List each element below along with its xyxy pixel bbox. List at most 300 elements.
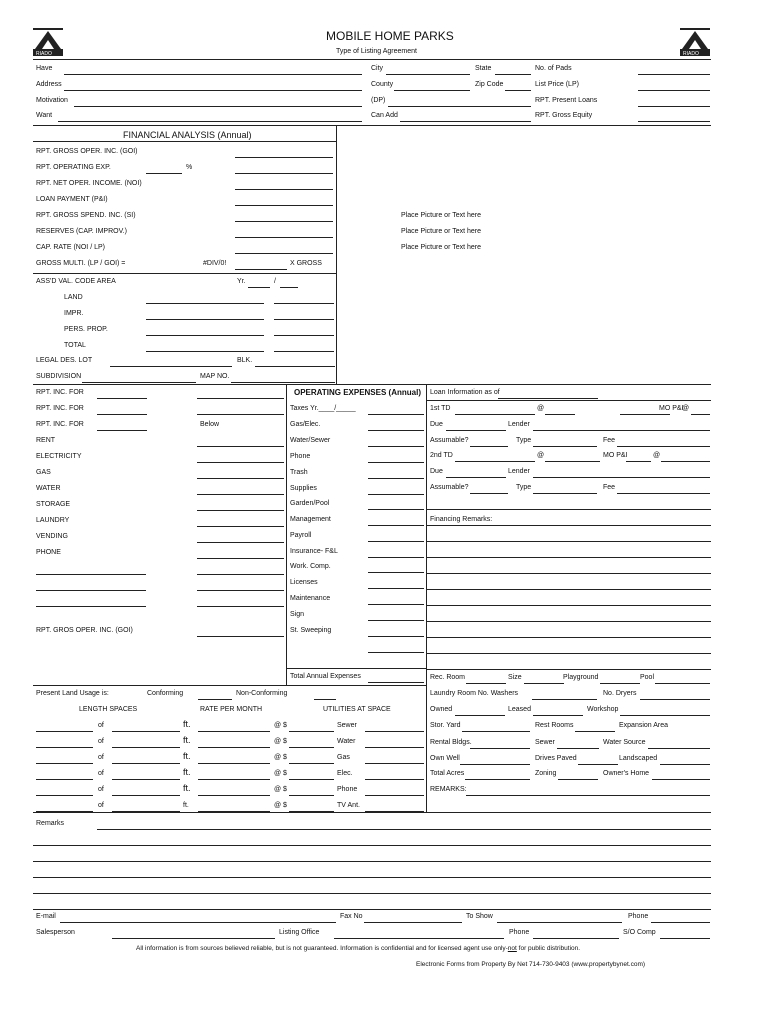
listing-office-label: Listing Office: [279, 929, 320, 936]
rental-bldgs-label: Rental Bldgs.: [430, 739, 472, 746]
util-phone-field[interactable]: [365, 795, 424, 796]
space-count-1[interactable]: [36, 731, 93, 732]
blk-field[interactable]: [255, 366, 335, 367]
first-type-field[interactable]: [533, 446, 597, 447]
space-rate-5[interactable]: [198, 795, 270, 796]
income-blank-label-3[interactable]: [36, 606, 146, 607]
income-electricity: ELECTRICITY: [36, 453, 82, 460]
financial-analysis-title: FINANCIAL ANALYSIS (Annual): [123, 130, 252, 140]
at-dollar-label: @ $: [274, 802, 287, 809]
space-rate-2[interactable]: [198, 747, 270, 748]
income-phone-field[interactable]: [197, 558, 284, 559]
stor-yard-field[interactable]: [462, 731, 530, 732]
financing-remarks-line-8[interactable]: [426, 637, 711, 638]
loan-info-title: Loan Information as of: [430, 389, 500, 396]
drives-paved-label: Drives Paved: [535, 755, 577, 762]
financing-remarks-line-3[interactable]: [426, 557, 711, 558]
income-goi-field[interactable]: [197, 636, 284, 637]
opex-phone: Phone: [290, 453, 311, 460]
owners-home-label: Owner's Home: [603, 770, 650, 777]
financing-remarks-line-9[interactable]: [426, 653, 711, 654]
div-error-value: #DIV/0!: [203, 260, 227, 267]
total-field-2[interactable]: [274, 351, 334, 352]
second-td-payment[interactable]: [661, 461, 710, 462]
second-assumable-field[interactable]: [470, 493, 508, 494]
opex-taxes: Taxes Yr.____/_____: [290, 405, 356, 412]
landscaped-label: Landscaped: [619, 755, 658, 762]
fin-gross-multi-field[interactable]: [235, 269, 287, 270]
fin-row-cap: CAP. RATE (NOI / LP): [36, 244, 105, 251]
credit-line: Electronic Forms from Property By Net 714-730-9403 (www.propertybynet.com): [416, 961, 646, 968]
salesperson-field[interactable]: [112, 938, 275, 939]
county-field[interactable]: [394, 90, 470, 91]
disclaimer-not: not: [507, 945, 517, 952]
remarks-line-6[interactable]: [33, 909, 711, 910]
zip-field[interactable]: [505, 90, 531, 91]
financing-remarks-line-4[interactable]: [426, 573, 711, 574]
pads-field[interactable]: [638, 74, 710, 75]
space-cost-4[interactable]: [289, 779, 334, 780]
total-field-1[interactable]: [146, 351, 264, 352]
financing-remarks-label: Financing Remarks:: [430, 516, 493, 523]
can-add-field[interactable]: [400, 121, 531, 122]
space-count-2[interactable]: [36, 747, 93, 748]
subdivision-label: SUBDIVISION: [36, 373, 82, 380]
first-td-at: @: [537, 405, 545, 412]
second-lender-field[interactable]: [533, 477, 710, 478]
land-field-2[interactable]: [274, 303, 334, 304]
ft-label: ft.: [183, 767, 191, 777]
financing-remarks-line-7[interactable]: [426, 621, 711, 622]
opex-garden-pool-field[interactable]: [368, 509, 424, 510]
opex-trash-field[interactable]: [368, 478, 424, 479]
pers-prop-label: PERS. PROP.: [64, 326, 108, 333]
impr-label: IMPR.: [64, 310, 84, 317]
space-length-4[interactable]: [112, 779, 180, 780]
conforming-label: Conforming: [147, 690, 184, 697]
want-field[interactable]: [58, 121, 362, 122]
second-fee-label: Fee: [603, 484, 616, 491]
nonconforming-field[interactable]: [314, 699, 336, 700]
map-no-field[interactable]: [231, 382, 335, 383]
size-field[interactable]: [524, 683, 564, 684]
dryers-label: No. Dryers: [603, 690, 637, 697]
can-add-label: Can Add: [371, 112, 398, 119]
income-blank-label-2[interactable]: [36, 590, 146, 591]
total-acres-label: Total Acres: [430, 770, 465, 777]
pool-label: Pool: [640, 674, 655, 681]
fin-row-gross-multi: GROSS MULTI. (LP / GOI) =: [36, 260, 126, 267]
water-source-label: Water Source: [603, 739, 646, 746]
phone-2-label: Phone: [509, 929, 530, 936]
remarks-line-3[interactable]: [33, 861, 711, 862]
income-goi: RPT. GROS OPER. INC. (GOI): [36, 627, 133, 634]
income-water-field[interactable]: [197, 494, 284, 495]
space-length-1[interactable]: [112, 731, 180, 732]
financing-remarks-line-2[interactable]: [426, 541, 711, 542]
income-blank-field-3[interactable]: [197, 606, 284, 607]
zoning-field[interactable]: [558, 779, 598, 780]
listing-type-label: Type of Listing Agreement: [336, 48, 417, 55]
first-td-mopi-field[interactable]: [691, 414, 710, 415]
yr-field[interactable]: [248, 287, 270, 288]
water-source-field[interactable]: [648, 748, 710, 749]
space-count-3[interactable]: [36, 763, 93, 764]
listing-office-field[interactable]: [334, 938, 504, 939]
ft-label: ft.: [183, 735, 191, 745]
at-dollar-label: @ $: [274, 786, 287, 793]
list-price-field[interactable]: [638, 90, 710, 91]
income-gas-field[interactable]: [197, 478, 284, 479]
of-label: of: [98, 770, 104, 777]
opex-payroll: Payroll: [290, 532, 312, 539]
opex-phone-field[interactable]: [368, 462, 424, 463]
opex-trash: Trash: [290, 469, 308, 476]
income-phone: PHONE: [36, 549, 61, 556]
first-due-label: Due: [430, 421, 443, 428]
dryers-field[interactable]: [640, 699, 710, 700]
income-vending: VENDING: [36, 533, 68, 540]
dp-label: (DP): [371, 97, 386, 104]
below-label: Below: [200, 421, 220, 428]
ft-label: ft.: [183, 802, 189, 809]
ft-label: ft.: [183, 751, 191, 761]
second-due-field[interactable]: [446, 477, 506, 478]
second-td-at: @: [537, 452, 545, 459]
rpt-inc-for-1: RPT. INC. FOR: [36, 389, 84, 396]
yr-label: Yr.: [237, 278, 246, 285]
second-td-mopi-at: @: [653, 452, 661, 459]
opex-payroll-field[interactable]: [368, 541, 424, 542]
space-cost-1[interactable]: [289, 731, 334, 732]
workshop-label: Workshop: [587, 706, 619, 713]
xgross-label: X GROSS: [290, 260, 322, 267]
income-laundry: LAUNDRY: [36, 517, 70, 524]
first-td-term[interactable]: [620, 414, 670, 415]
space-length-2[interactable]: [112, 747, 180, 748]
so-comp-label: S/O Comp: [623, 929, 656, 936]
loan-info-date[interactable]: [498, 398, 598, 399]
percent-label: %: [186, 164, 193, 171]
income-blank-field-1[interactable]: [197, 574, 284, 575]
first-lender-field[interactable]: [533, 430, 710, 431]
first-assumable-field[interactable]: [470, 446, 508, 447]
blk-label: BLK.: [237, 357, 253, 364]
fin-si-field[interactable]: [235, 221, 333, 222]
pers-prop-field-2[interactable]: [274, 335, 334, 336]
opex-management: Management: [290, 516, 331, 523]
amen-remarks-field[interactable]: [466, 795, 710, 796]
zip-label: Zip Code: [475, 81, 504, 88]
address-field[interactable]: [64, 90, 362, 91]
financing-remarks-line-6[interactable]: [426, 605, 711, 606]
opex-st-sweeping: St. Sweeping: [290, 627, 332, 634]
util-sewer-field[interactable]: [365, 731, 424, 732]
at-dollar-label: @ $: [274, 754, 287, 761]
space-count-5[interactable]: [36, 795, 93, 796]
address-label: Address: [36, 81, 62, 88]
income-rent: RENT: [36, 437, 56, 444]
of-label: of: [98, 738, 104, 745]
util-elec-field[interactable]: [365, 779, 424, 780]
fin-reserves-field[interactable]: [235, 237, 333, 238]
util-tv-ant: TV Ant.: [337, 802, 360, 809]
picture-placeholder-1[interactable]: Place Picture or Text here: [401, 212, 482, 219]
dp-field[interactable]: [388, 106, 531, 107]
fin-row-opex: RPT. OPERATING EXP.: [36, 164, 111, 171]
fax-label: Fax No: [340, 913, 363, 920]
opex-blank-field-1[interactable]: [368, 652, 424, 653]
financing-remarks-line-1[interactable]: [426, 525, 711, 526]
opex-supplies: Supplies: [290, 485, 317, 492]
city-field[interactable]: [386, 74, 470, 75]
opex-st-sweeping-field[interactable]: [368, 636, 424, 637]
assd-title: ASS'D VAL. CODE AREA: [36, 278, 116, 285]
to-show-field[interactable]: [497, 922, 622, 923]
list-price-label: List Price (LP): [535, 81, 579, 88]
city-label: City: [371, 65, 384, 72]
income-electricity-field[interactable]: [197, 462, 284, 463]
space-cost-3[interactable]: [289, 763, 334, 764]
opex-maintenance: Maintenance: [290, 595, 331, 602]
fin-loan-field[interactable]: [235, 205, 333, 206]
disclaimer: [136, 945, 580, 953]
second-due-label: Due: [430, 468, 443, 475]
financing-remarks-line-5[interactable]: [426, 589, 711, 590]
opex-licenses: Licenses: [290, 579, 318, 586]
first-td-mopi-label: MO P&I: [659, 405, 684, 412]
have-label: Have: [36, 65, 53, 72]
stor-yard-label: Stor. Yard: [430, 722, 461, 729]
size-label: Size: [508, 674, 522, 681]
space-rate-3[interactable]: [198, 763, 270, 764]
want-label: Want: [36, 112, 53, 119]
motivation-field[interactable]: [74, 106, 362, 107]
opex-management-field[interactable]: [368, 525, 424, 526]
ft-label: ft.: [183, 719, 191, 729]
logo-right-text: RIADO: [683, 51, 699, 57]
pers-prop-field-1[interactable]: [146, 335, 264, 336]
impr-field-2[interactable]: [274, 319, 334, 320]
util-elec: Elec.: [337, 770, 353, 777]
opex-sign: Sign: [290, 611, 305, 618]
workshop-field[interactable]: [620, 715, 710, 716]
second-td-mopi-field[interactable]: [626, 461, 651, 462]
email-field[interactable]: [60, 922, 336, 923]
land-field-1[interactable]: [146, 303, 264, 304]
income-laundry-field[interactable]: [197, 526, 284, 527]
salesperson-label: Salesperson: [36, 929, 75, 936]
map-no-label: MAP NO.: [200, 373, 230, 380]
income-storage-field[interactable]: [197, 510, 284, 511]
rental-bldgs-field[interactable]: [470, 748, 530, 749]
first-td-label: 1st TD: [430, 405, 451, 412]
first-assumable-label: Assumable?: [430, 437, 469, 444]
income-water: WATER: [36, 485, 61, 492]
subdivision-field[interactable]: [82, 382, 196, 383]
space-length-5[interactable]: [112, 795, 180, 796]
util-sewer: Sewer: [337, 722, 357, 729]
sewer-amen-field[interactable]: [557, 748, 599, 749]
disclaimer-pre: All information is from sources believed reliable, but is not guaranteed. Information is confidential and for licensed agent use only-: [136, 945, 508, 952]
first-td-rate[interactable]: [545, 414, 575, 415]
rest-rooms-field[interactable]: [575, 731, 615, 732]
laundry-room-label: Laundry Room No. Washers: [430, 690, 519, 697]
of-label: of: [98, 754, 104, 761]
first-lender-label: Lender: [508, 421, 530, 428]
remarks-line-1[interactable]: [97, 829, 711, 830]
util-water-field[interactable]: [365, 747, 424, 748]
util-gas: Gas: [337, 754, 350, 761]
fin-opex-field[interactable]: [235, 173, 333, 174]
opex-gas-elec: Gas/Elec.: [290, 421, 321, 428]
county-label: County: [371, 81, 394, 88]
opex-gas-elec-field[interactable]: [368, 430, 424, 431]
first-type-label: Type: [516, 437, 532, 444]
impr-field-1[interactable]: [146, 319, 264, 320]
rec-room-label: Rec. Room: [430, 674, 466, 681]
fin-noi-field[interactable]: [235, 189, 333, 190]
space-cost-5[interactable]: [289, 795, 334, 796]
opex-work-comp-field[interactable]: [368, 572, 424, 573]
phone-label: Phone: [628, 913, 649, 920]
leased-field[interactable]: [533, 715, 583, 716]
opex-maintenance-field[interactable]: [368, 604, 424, 605]
owned-field[interactable]: [455, 715, 505, 716]
gross-equity-field[interactable]: [638, 121, 710, 122]
space-rate-4[interactable]: [198, 779, 270, 780]
space-rate-1[interactable]: [198, 731, 270, 732]
amen-remarks-label: REMARKS:: [430, 786, 467, 793]
util-water: Water: [337, 738, 356, 745]
first-td-amount[interactable]: [455, 414, 535, 415]
washers-field[interactable]: [532, 699, 597, 700]
length-spaces-header: LENGTH SPACES: [79, 706, 138, 713]
yr-slash: /: [274, 278, 276, 285]
opex-water-sewer-field[interactable]: [368, 446, 424, 447]
util-phone: Phone: [337, 786, 358, 793]
of-label: of: [98, 786, 104, 793]
remarks-line-4[interactable]: [33, 877, 711, 878]
picture-placeholder-2[interactable]: Place Picture or Text here: [401, 228, 482, 235]
at-dollar-label: @ $: [274, 722, 287, 729]
opex-title: OPERATING EXPENSES (Annual): [294, 388, 421, 397]
rest-rooms-label: Rest Rooms: [535, 722, 574, 729]
income-gas: GAS: [36, 469, 51, 476]
remarks-line-5[interactable]: [33, 893, 711, 894]
own-well-label: Own Well: [430, 755, 460, 762]
second-type-field[interactable]: [533, 493, 597, 494]
present-loans-field[interactable]: [638, 106, 710, 107]
pads-label: No. of Pads: [535, 65, 572, 72]
income-rent-field[interactable]: [197, 446, 284, 447]
of-label: of: [98, 802, 104, 809]
fin-row-loan: LOAN PAYMENT (P&I): [36, 196, 108, 203]
have-field[interactable]: [64, 74, 362, 75]
land-label: LAND: [64, 294, 83, 301]
income-blank-label-1[interactable]: [36, 574, 146, 575]
fin-cap-field[interactable]: [235, 253, 333, 254]
rpt-inc-for-3: RPT. INC. FOR: [36, 421, 84, 428]
yr-field-2[interactable]: [280, 287, 298, 288]
opex-licenses-field[interactable]: [368, 588, 424, 589]
phone-2-field[interactable]: [533, 938, 619, 939]
zoning-label: Zoning: [535, 770, 557, 777]
space-length-3[interactable]: [112, 763, 180, 764]
fin-row-goi: RPT. GROSS OPER. INC. (GOI): [36, 148, 138, 155]
util-gas-field[interactable]: [365, 763, 424, 764]
first-td-mopi-at: @: [682, 405, 690, 412]
conforming-field[interactable]: [198, 699, 232, 700]
first-fee-field[interactable]: [617, 446, 710, 447]
fin-goi-field[interactable]: [235, 157, 333, 158]
income-blank-field-2[interactable]: [197, 590, 284, 591]
fin-row-si: RPT. GROSS SPEND. INC. (SI): [36, 212, 136, 219]
remarks-label: Remarks: [36, 820, 65, 827]
rpt-inc-value-1[interactable]: [197, 398, 284, 399]
first-fee-label: Fee: [603, 437, 616, 444]
space-cost-2[interactable]: [289, 747, 334, 748]
opex-insurance-field[interactable]: [368, 557, 424, 558]
disclaimer-post: for public distribution.: [516, 945, 581, 952]
legal-des-label: LEGAL DES. LOT: [36, 357, 93, 364]
rec-room-field[interactable]: [466, 683, 506, 684]
opex-taxes-field[interactable]: [368, 414, 424, 415]
rpt-inc-year-2[interactable]: [97, 414, 147, 415]
expansion-area-label: Expansion Area: [619, 722, 669, 729]
first-due-field[interactable]: [446, 430, 506, 431]
second-td-label: 2nd TD: [430, 452, 453, 459]
own-well-field[interactable]: [460, 764, 530, 765]
landscaped-field[interactable]: [660, 764, 710, 765]
phone-field[interactable]: [651, 922, 710, 923]
picture-placeholder-3[interactable]: Place Picture or Text here: [401, 244, 482, 251]
income-vending-field[interactable]: [197, 542, 284, 543]
second-td-rate[interactable]: [545, 461, 600, 462]
opex-work-comp: Work. Comp.: [290, 563, 331, 570]
drives-paved-field[interactable]: [578, 764, 618, 765]
remarks-line-2[interactable]: [33, 845, 711, 846]
second-fee-field[interactable]: [617, 493, 710, 494]
playground-label: Playground: [563, 674, 599, 681]
second-assumable-label: Assumable?: [430, 484, 469, 491]
owners-home-field[interactable]: [652, 779, 710, 780]
space-count-4[interactable]: [36, 779, 93, 780]
opex-sign-field[interactable]: [368, 620, 424, 621]
opex-total-field[interactable]: [368, 682, 424, 683]
income-storage: STORAGE: [36, 501, 71, 508]
fin-opex-pct-field[interactable]: [146, 173, 182, 174]
present-loans-label: RPT. Present Loans: [535, 97, 598, 104]
opex-supplies-field[interactable]: [368, 494, 424, 495]
state-field[interactable]: [495, 74, 531, 75]
utilities-header: UTILITIES AT SPACE: [323, 706, 391, 713]
rpt-inc-year-3[interactable]: [97, 430, 147, 431]
rpt-inc-for-2: RPT. INC. FOR: [36, 405, 84, 412]
sewer-amen-label: Sewer: [535, 739, 555, 746]
so-comp-field[interactable]: [660, 938, 710, 939]
rpt-inc-year-1[interactable]: [97, 398, 147, 399]
opex-total: Total Annual Expenses: [290, 673, 361, 680]
lot-field[interactable]: [110, 366, 232, 367]
gross-equity-label: RPT. Gross Equity: [535, 112, 593, 119]
total-acres-field[interactable]: [465, 779, 530, 780]
fax-field[interactable]: [364, 922, 462, 923]
playground-field[interactable]: [600, 683, 640, 684]
rpt-inc-value-2[interactable]: [197, 414, 284, 415]
second-td-amount[interactable]: [455, 461, 535, 462]
pool-field[interactable]: [655, 683, 710, 684]
